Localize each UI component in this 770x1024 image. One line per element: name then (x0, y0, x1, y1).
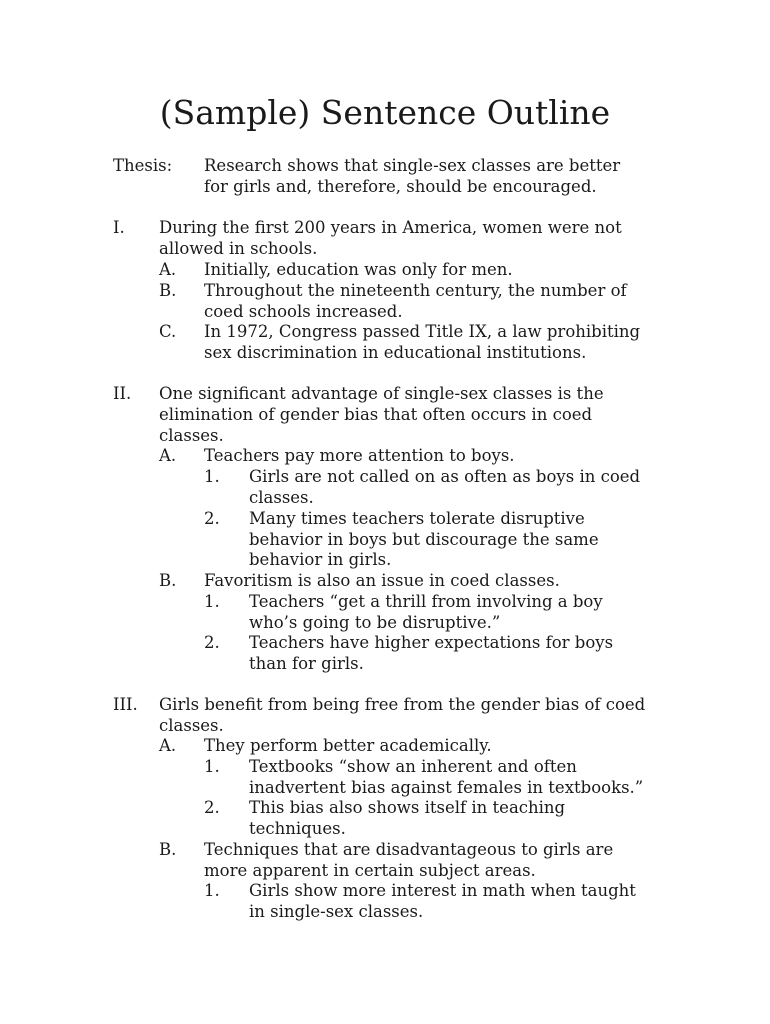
item-number: 2. (204, 798, 220, 817)
section-numeral: I. (113, 218, 125, 237)
item-line: Teachers “get a thrill from involving a boy (249, 592, 603, 611)
item-line: Textbooks “show an inherent and often (249, 757, 577, 776)
subpoint-line: Initially, education was only for men. (204, 260, 513, 279)
section-line: During the first 200 years in America, women were not (159, 218, 622, 237)
thesis-line: for girls and, therefore, should be encouraged. (204, 177, 597, 196)
subpoint-line: Teachers pay more attention to boys. (204, 446, 515, 465)
subpoint-line: They perform better academically. (204, 736, 492, 755)
subpoint-letter: A. (159, 260, 177, 279)
subpoint-line: In 1972, Congress passed Title IX, a law prohibiting (204, 322, 641, 341)
item-line: techniques. (249, 819, 346, 838)
item-number: 2. (204, 509, 220, 528)
section-numeral: II. (113, 384, 132, 403)
subpoint-line: sex discrimination in educational institutions. (204, 343, 587, 362)
subpoint-letter: B. (159, 571, 177, 590)
subpoint-line: more apparent in certain subject areas. (204, 861, 536, 880)
subpoint-letter: B. (159, 281, 177, 300)
item-line: than for girls. (249, 654, 364, 673)
item-line: Teachers have higher expectations for boys (249, 633, 614, 652)
section-line: allowed in schools. (159, 239, 318, 258)
section-line: classes. (159, 426, 224, 445)
thesis-line: Research shows that single-sex classes are better (204, 156, 621, 175)
item-number: 1. (204, 757, 220, 776)
item-number: 1. (204, 467, 220, 486)
item-number: 1. (204, 881, 220, 900)
item-line: classes. (249, 488, 314, 507)
section-numeral: III. (113, 695, 138, 714)
thesis-label: Thesis: (113, 156, 173, 175)
item-number: 2. (204, 633, 220, 652)
subpoint-line: Throughout the nineteenth century, the number of (204, 281, 627, 300)
item-line: Girls show more interest in math when taught (249, 881, 636, 900)
subpoint-line: Techniques that are disadvantageous to girls are (204, 840, 614, 859)
subpoint-line: coed schools increased. (204, 302, 403, 321)
item-number: 1. (204, 592, 220, 611)
item-line: who’s going to be disruptive.” (249, 613, 501, 632)
item-line: behavior in boys but discourage the same (249, 530, 599, 549)
subpoint-letter: C. (159, 322, 177, 341)
page-title: (Sample) Sentence Outline (159, 93, 611, 132)
subpoint-line: Favoritism is also an issue in coed classes. (204, 571, 560, 590)
item-line: in single-sex classes. (249, 902, 424, 921)
subpoint-letter: A. (159, 446, 177, 465)
section-line: classes. (159, 716, 224, 735)
subpoint-letter: A. (159, 736, 177, 755)
section-line: One significant advantage of single-sex classes is the (159, 384, 604, 403)
subpoint-letter: B. (159, 840, 177, 859)
item-line: behavior in girls. (249, 550, 392, 569)
item-line: This bias also shows itself in teaching (249, 798, 566, 817)
item-line: Girls are not called on as often as boys in coed (249, 467, 641, 486)
item-line: Many times teachers tolerate disruptive (249, 509, 585, 528)
item-line: inadvertent bias against females in textbooks.” (249, 778, 644, 797)
section-line: Girls benefit from being free from the gender bias of coed (159, 695, 646, 714)
section-line: elimination of gender bias that often occurs in coed (159, 405, 593, 424)
